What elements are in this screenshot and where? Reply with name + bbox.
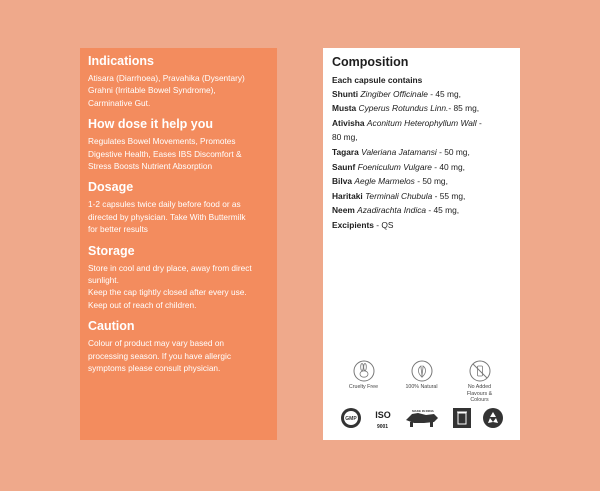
ingredient-name: Neem (332, 205, 355, 216)
caution-text (88, 337, 269, 374)
leaf-icon (411, 360, 433, 382)
usage-info-panel (80, 48, 277, 440)
composition-item (332, 116, 512, 131)
ingredient-latin-name: Foeniculum Vulgare (357, 161, 432, 172)
iso-number: 9001 (376, 424, 389, 430)
storage-line: Keep the cap tightly closed after every use. (88, 287, 247, 298)
benefits-title: How dose it help you (88, 117, 214, 132)
ingredient-amount: - 50 mg, (414, 176, 448, 187)
benefits-line: Regulates Bowel Movements, Promotes (88, 136, 236, 147)
no-bottle-icon (469, 360, 491, 382)
ingredient-amount: - 55 mg, (432, 190, 466, 201)
indications-line: Grahni (Irritable Bowel Syndrome), (88, 85, 216, 96)
gmp-certification (340, 407, 362, 429)
dosage-title: Dosage (88, 180, 134, 195)
composition-item (332, 160, 512, 175)
caution-title: Caution (88, 319, 135, 334)
composition-item (332, 189, 512, 204)
ingredient-amount: - 50 mg, (436, 146, 470, 157)
storage-section (88, 244, 269, 312)
ingredient-amount: - (476, 117, 482, 128)
composition-item (332, 87, 512, 102)
composition-item (332, 101, 512, 116)
indications-text (88, 72, 269, 109)
gmp-seal-icon (340, 407, 362, 429)
no-added-line: No Added (467, 384, 492, 390)
benefits-line: Digestive Health, Eases IBS Discomfort & (88, 148, 242, 159)
ingredient-name: Shunti (332, 88, 359, 99)
composition-item (332, 174, 512, 189)
storage-line: Keep out of reach of children. (88, 299, 197, 310)
composition-item (332, 145, 512, 160)
ingredient-amount: - QS (376, 219, 394, 230)
rabbit-icon (353, 360, 375, 382)
composition-item (332, 203, 512, 218)
ingredient-amount: - 40 mg, (431, 161, 465, 172)
ingredient-name: Musta (332, 103, 357, 114)
composition-item (332, 130, 512, 145)
ingredient-name: Excipients (332, 219, 374, 230)
cruelty-free-label: Cruelty Free (348, 384, 379, 390)
ingredient-name: Bilva (332, 176, 353, 187)
recycle-symbol (482, 407, 504, 429)
storage-line: sunlight. (88, 275, 119, 286)
ingredient-latin-name: Aconitum Heterophyllum Wall (366, 117, 477, 128)
ingredient-name: Saunf (332, 161, 356, 172)
ingredient-latin-name: Cyperus Rotundus Linn. (358, 103, 449, 114)
no-added-badge (458, 360, 502, 404)
indications-title: Indications (88, 54, 154, 68)
ingredient-amount: - 45 mg, (427, 88, 461, 99)
indications-line: Atisara (Diarrhoea), Pravahika (Dysentary) (88, 73, 245, 83)
certifications-row (323, 406, 520, 430)
dosage-text (88, 198, 269, 235)
composition-title: Composition (332, 55, 409, 69)
caution-section (88, 319, 269, 374)
cruelty-free-badge (342, 360, 386, 404)
dosage-section (88, 180, 269, 235)
iso-certification (372, 406, 394, 430)
storage-line: Store in cool and dry place, away from direct (88, 262, 252, 273)
ingredient-name: Ativisha (332, 117, 365, 128)
benefits-section (88, 117, 269, 172)
composition-panel (323, 48, 520, 440)
benefits-line: Stress Boosts Nutrient Absorption (88, 161, 213, 172)
indications-section (88, 54, 269, 109)
iso-seal-icon (372, 406, 394, 424)
dustbin-icon (452, 407, 472, 429)
ingredient-name: Tagara (332, 146, 359, 157)
recycle-icon (482, 407, 504, 429)
composition-list (332, 87, 512, 233)
ingredient-latin-name: Azadirachta Indica (357, 205, 427, 216)
caution-line: Colour of product may vary based on (88, 338, 225, 349)
gmp-text: GMP (344, 416, 357, 422)
ingredient-latin-name: Valeriana Jatamansi (361, 146, 437, 157)
lion-icon (404, 408, 442, 428)
ingredient-latin-name: Terminali Chubula (365, 190, 433, 201)
benefits-text (88, 135, 269, 172)
badges-row (323, 360, 520, 404)
dustbin-symbol (452, 407, 472, 429)
ingredient-name: Haritaki (332, 190, 363, 201)
composition-item (332, 218, 512, 233)
natural-badge (400, 360, 444, 404)
composition-subtitle: Each capsule contains (332, 75, 423, 85)
no-added-label (458, 384, 502, 404)
natural-label: 100% Natural (405, 384, 438, 390)
make-in-india-text: MAKE IN INDIA (411, 409, 434, 413)
storage-title: Storage (88, 243, 135, 258)
caution-line: processing season. If you have allergic (88, 350, 231, 361)
iso-text: ISO (374, 410, 391, 420)
storage-text (88, 262, 269, 312)
make-in-india-logo (404, 408, 442, 428)
no-added-line: Flavours & Colours (466, 390, 493, 403)
dosage-line: 1-2 capsules twice daily before food or as (88, 199, 241, 210)
dosage-line: directed by physician. Take With Buttermilk (88, 211, 246, 222)
ingredient-amount: - 45 mg, (426, 205, 460, 216)
dosage-line: for better results (88, 224, 148, 235)
ingredient-amount: 80 mg, (332, 132, 358, 143)
ingredient-amount: - 85 mg, (448, 103, 480, 114)
indications-line: Carminative Gut. (88, 97, 151, 108)
ingredient-latin-name: Aegle Marmelos (354, 176, 415, 187)
ingredient-latin-name: Zingiber Officinale (360, 88, 428, 99)
caution-line: symptoms please consult physician. (88, 363, 221, 374)
